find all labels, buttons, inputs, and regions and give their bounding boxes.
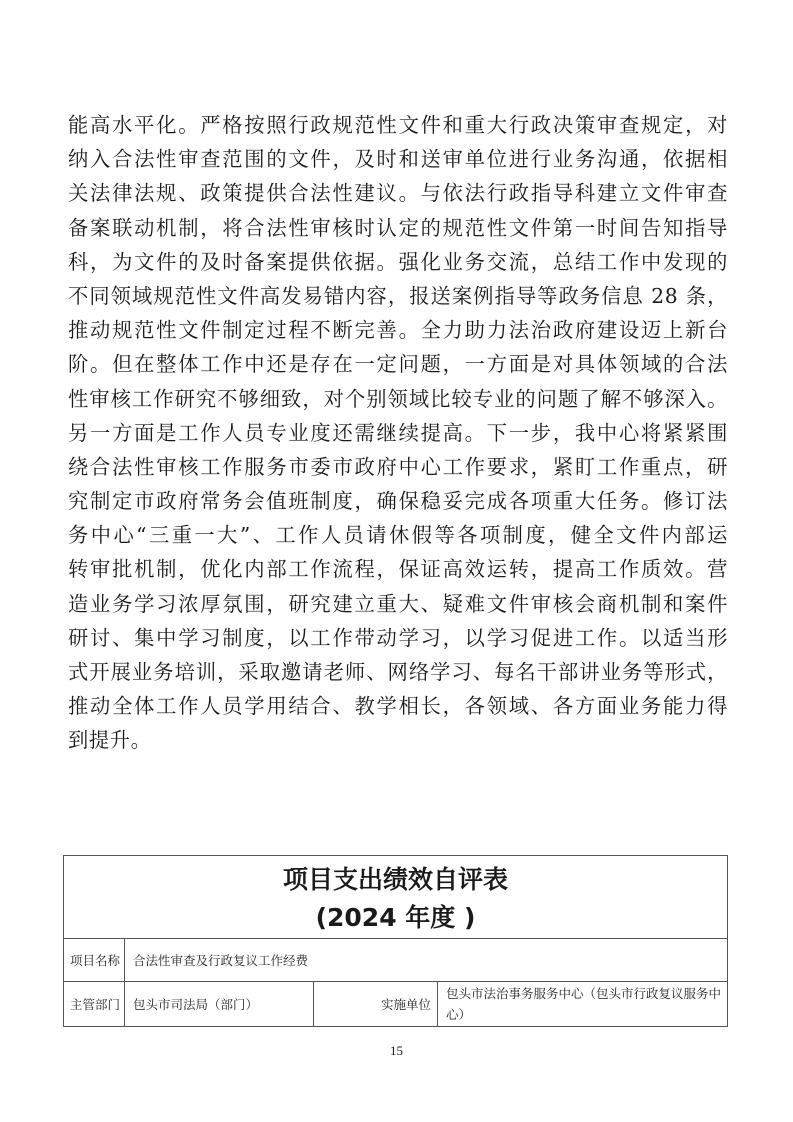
dept-value: 包头市司法局（部门） xyxy=(125,982,314,1027)
body-line: 不同领域规范性文件高发易错内容，报送案例指导等政务信息 28 条， xyxy=(68,283,728,308)
body-line: 备案联动机制，将合法性审核时认定的规范性文件第一时间告知指导 xyxy=(68,215,728,240)
impl-unit-value: 包头市法治事务服务中心（包头市行政复议服务中心） xyxy=(438,982,728,1027)
project-name-label: 项目名称 xyxy=(64,939,125,982)
body-line: 到提升。 xyxy=(68,728,152,753)
body-line: 纳入合法性审查范围的文件，及时和送审单位进行业务沟通，依据相 xyxy=(68,147,728,172)
table-title-cell xyxy=(64,856,728,939)
body-line: 研讨、集中学习制度，以工作带动学习，以学习促进工作。以适当形 xyxy=(68,625,728,650)
body-line: 关法律法规、政策提供合法性建议。与依法行政指导科建立文件审查 xyxy=(68,181,728,206)
body-line: 造业务学习浓厚氛围，研究建立重大、疑难文件审核会商机制和案件 xyxy=(68,591,728,616)
body-line: 科，为文件的及时备案提供依据。强化业务交流，总结工作中发现的 xyxy=(68,249,728,274)
body-text xyxy=(68,108,728,758)
body-line: 性审核工作研究不够细致，对个别领域比较专业的问题了解不够深入。 xyxy=(68,386,728,411)
page-number: 15 xyxy=(390,1043,403,1058)
body-line: 转审批机制，优化内部工作流程，保证高效运转，提高工作质效。营 xyxy=(68,557,728,582)
body-line: 务中心“三重一大”、工作人员请休假等各项制度，健全文件内部运 xyxy=(68,523,728,548)
dept-label: 主管部门 xyxy=(64,982,125,1027)
body-line: 另一方面是工作人员专业度还需继续提高。下一步，我中心将紧紧围 xyxy=(68,420,728,445)
body-line: 究制定市政府常务会值班制度，确保稳妥完成各项重大任务。修订法 xyxy=(68,489,728,514)
table-subtitle: (2024 年度 ) xyxy=(315,903,476,932)
project-name-value: 合法性审查及行政复议工作经费 xyxy=(125,939,728,982)
impl-unit-label: 实施单位 xyxy=(314,982,438,1027)
performance-evaluation-table xyxy=(63,855,728,1027)
body-line: 阶。但在整体工作中还是存在一定问题，一方面是对具体领域的合法 xyxy=(68,352,728,377)
body-line: 式开展业务培训，采取邀请老师、网络学习、每名干部讲业务等形式， xyxy=(68,660,728,684)
body-line: 能高水平化。严格按照行政规范性文件和重大行政决策审查规定，对 xyxy=(68,113,728,137)
body-line: 绕合法性审核工作服务市委市政府中心工作要求，紧盯工作重点，研 xyxy=(68,454,728,479)
body-line: 推动规范性文件制定过程不断完善。全力助力法治政府建设迈上新台 xyxy=(68,318,728,343)
table-title: 项目支出绩效自评表 xyxy=(283,865,509,894)
body-line: 推动全体工作人员学用结合、教学相长，各领域、各方面业务能力得 xyxy=(68,694,728,719)
